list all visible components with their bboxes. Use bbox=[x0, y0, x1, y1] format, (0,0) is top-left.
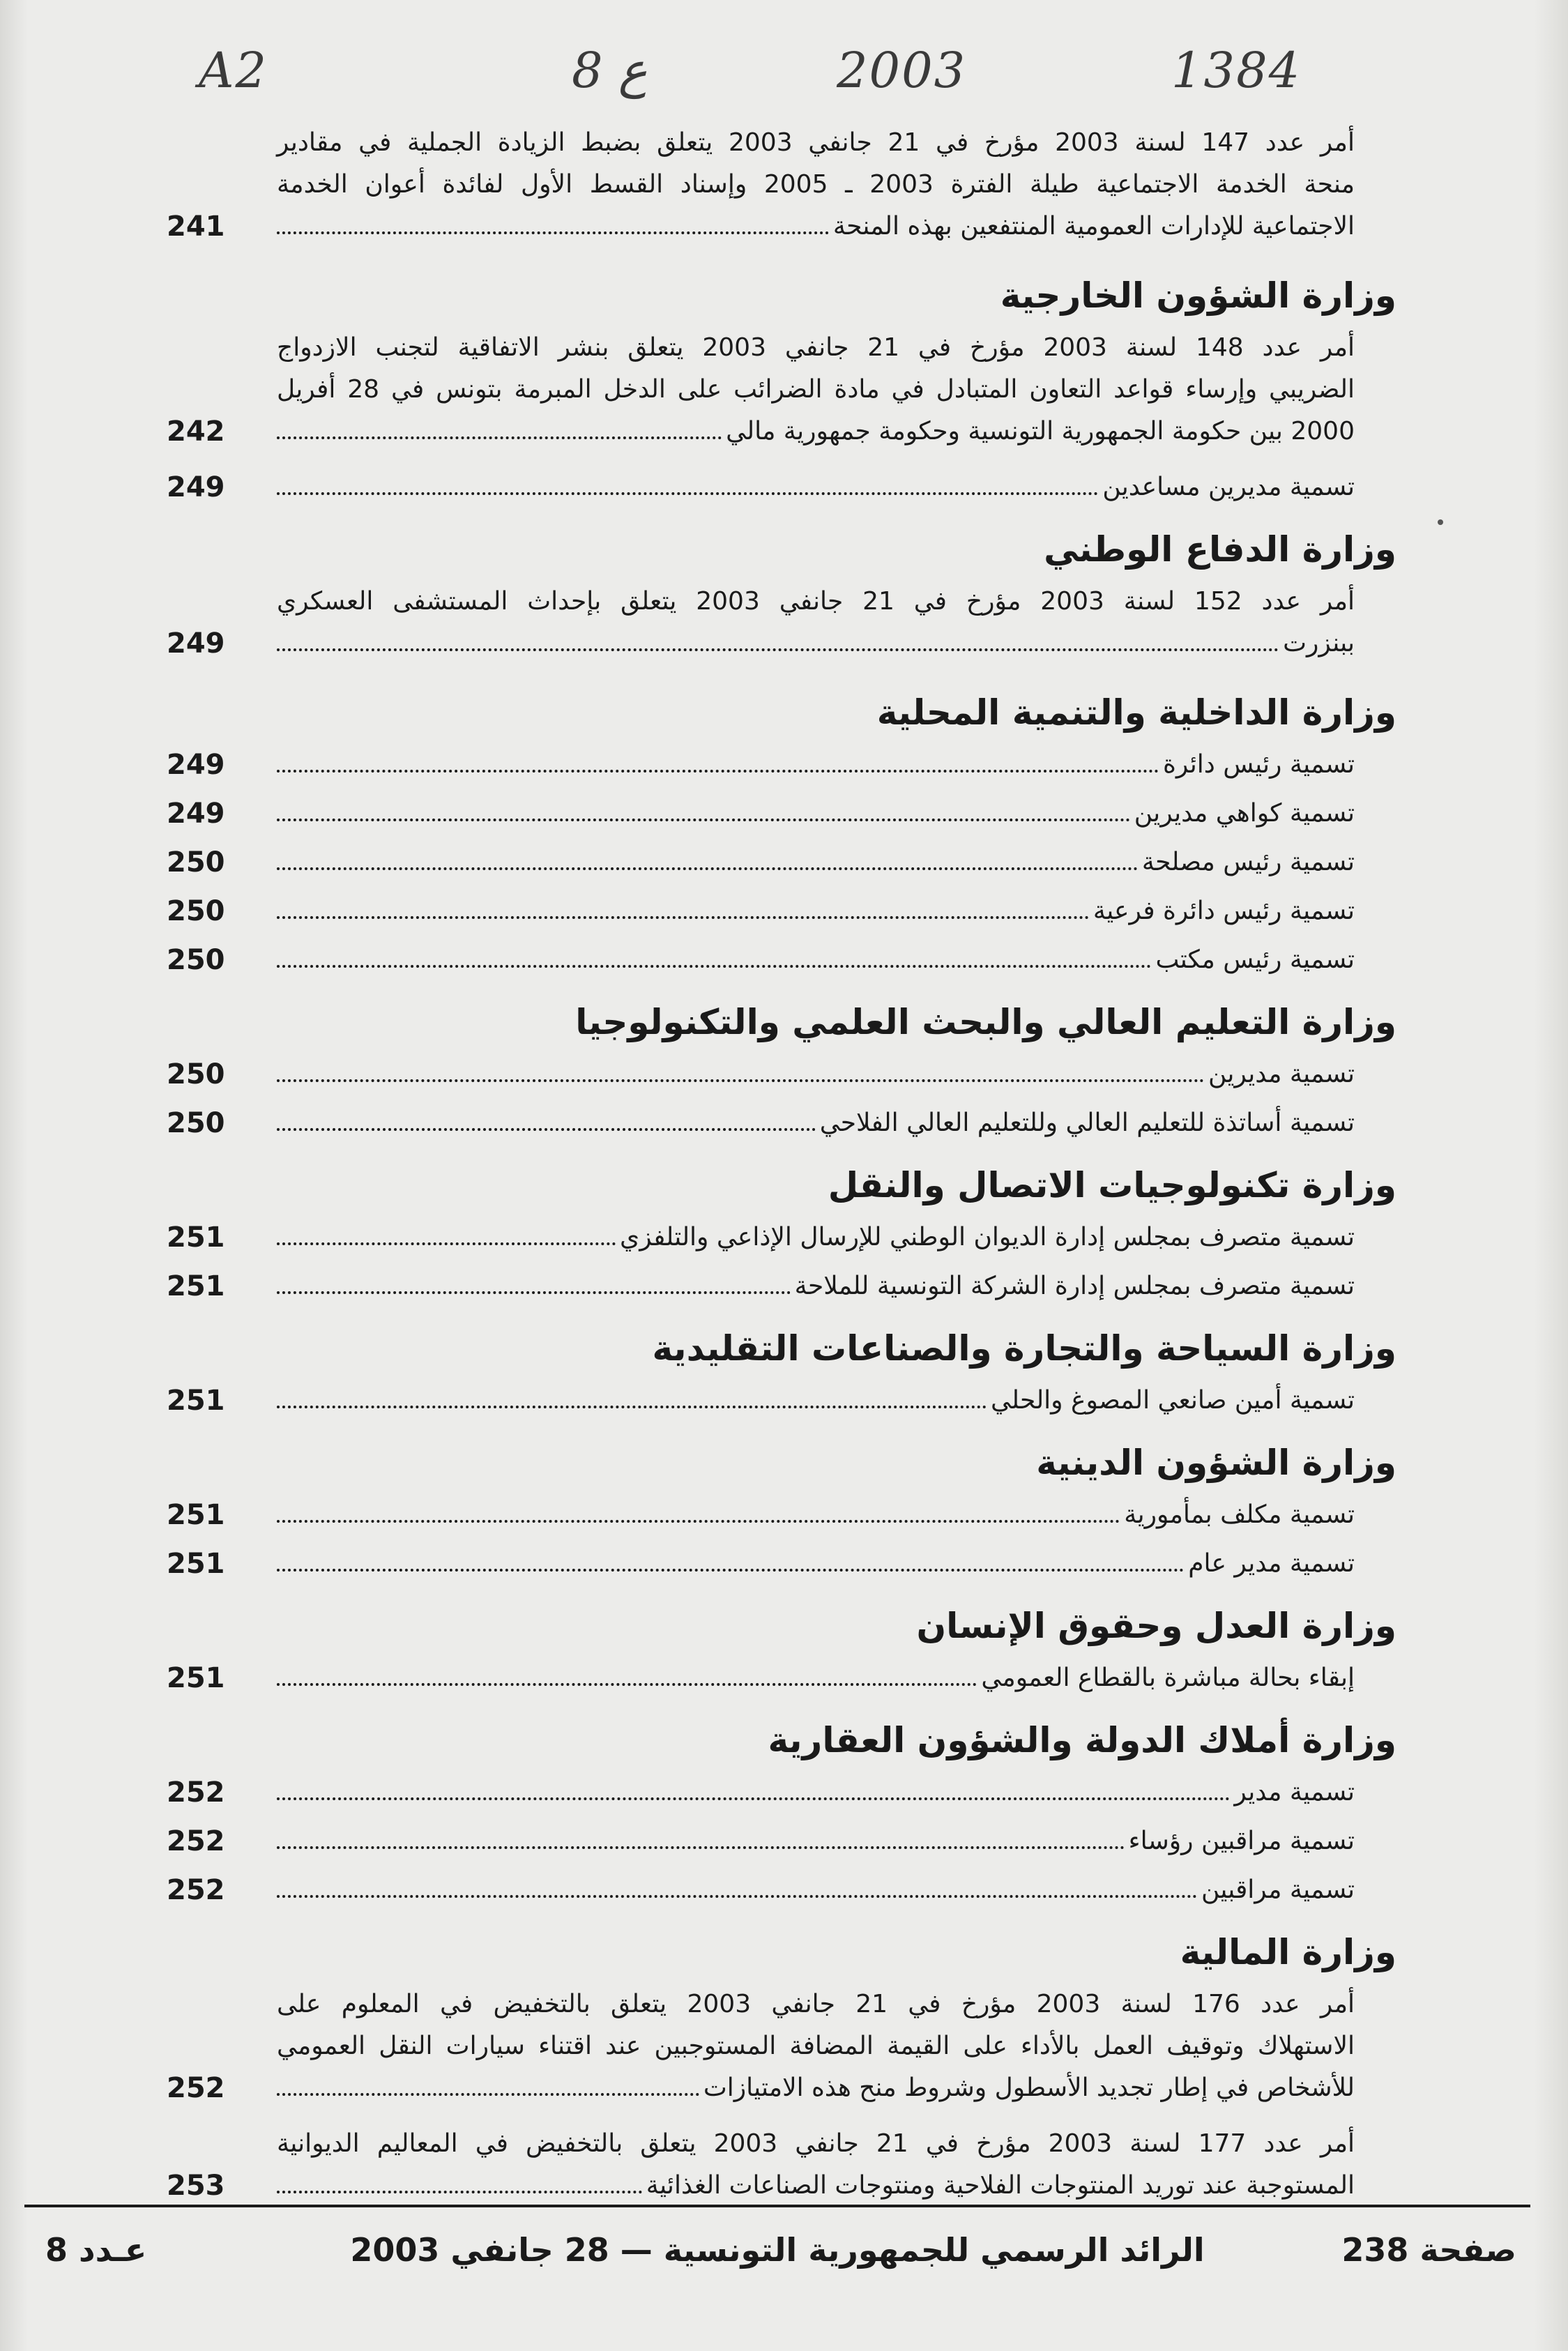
dot-leader bbox=[277, 1406, 987, 1408]
dot-leader bbox=[277, 492, 1098, 495]
toc-entry-text: تسمية كواهي مديرين bbox=[1134, 799, 1355, 828]
toc-page-number: 251 bbox=[167, 1662, 225, 1694]
toc-entry bbox=[167, 122, 1355, 248]
toc-entry-text: تسمية مدير عام bbox=[1188, 1549, 1355, 1578]
toc-entry-text: تسمية أساتذة للتعليم العالي وللتعليم العالي الفلاحي bbox=[819, 1109, 1355, 1137]
toc-page-number: 250 bbox=[167, 846, 225, 878]
section-heading: وزارة أملاك الدولة والشؤون العقارية bbox=[768, 1720, 1396, 1760]
dot-leader bbox=[277, 1079, 1204, 1082]
toc-page-number: 250 bbox=[167, 1107, 225, 1139]
dot-leader bbox=[277, 867, 1138, 870]
dot-leader bbox=[277, 1520, 1120, 1523]
toc-page-number: 250 bbox=[167, 1058, 225, 1090]
toc-entry-text: تسمية رئيس مكتب bbox=[1155, 945, 1355, 974]
toc-entry bbox=[167, 1657, 1355, 1699]
section-heading: وزارة المالية bbox=[1180, 1932, 1396, 1972]
toc-entry-text: تسمية متصرف بمجلس إدارة الشركة التونسية للملاحة bbox=[794, 1272, 1355, 1300]
toc-entry-text: الضريبي وإرساء قواعد التعاون المتبادل في مادة الضرائب على الدخل المبرمة بتونس في 28 أفريل bbox=[277, 375, 1355, 404]
dot-leader bbox=[277, 1895, 1197, 1898]
dot-leader bbox=[277, 1242, 616, 1245]
dot-leader bbox=[277, 819, 1130, 821]
toc-entry-text: تسمية متصرف بمجلس إدارة الديوان الوطني للإرسال الإذاعي والتلفزي bbox=[620, 1223, 1355, 1251]
toc-entry-text: تسمية مديرين مساعدين bbox=[1102, 473, 1355, 501]
dot-leader bbox=[277, 436, 722, 439]
toc-entry-text: أمر عدد 147 لسنة 2003 مؤرخ في 21 جانفي 2003 يتعلق بضبط الزيادة الجملية في مقادير bbox=[277, 128, 1355, 157]
section-heading: وزارة الشؤون الدينية bbox=[1036, 1443, 1396, 1483]
section-heading: وزارة العدل وحقوق الإنسان bbox=[916, 1606, 1396, 1646]
toc-entry-text: أمر عدد 148 لسنة 2003 مؤرخ في 21 جانفي 2003 يتعلق بنشر الاتفاقية لتجنب الازدواج bbox=[277, 333, 1355, 362]
toc-page-number: 251 bbox=[167, 1385, 225, 1417]
toc-page-number: 251 bbox=[167, 1548, 225, 1580]
toc-entry bbox=[167, 1984, 1355, 2109]
footer-page-number: صفحة 238 bbox=[1341, 2231, 1516, 2269]
toc-entry bbox=[167, 1820, 1355, 1862]
toc-entry bbox=[167, 1053, 1355, 1095]
dot-leader bbox=[277, 965, 1151, 968]
toc-entry-text: منحة الخدمة الاجتماعية طيلة الفترة 2003 ـ 2005 وإسناد القسط الأول لفائدة أعوان الخدمة bbox=[277, 170, 1355, 199]
toc-entry bbox=[167, 581, 1355, 664]
toc-entry bbox=[167, 327, 1355, 452]
toc-page-number: 251 bbox=[167, 1222, 225, 1254]
handwritten-note-year: 2003 bbox=[837, 42, 967, 99]
toc-entry-text: تسمية مديرين bbox=[1208, 1060, 1355, 1088]
toc-entry-text: الاجتماعية للإدارات العمومية المنتفعين بهذه المنحة bbox=[832, 212, 1355, 241]
toc-page-number: 250 bbox=[167, 944, 225, 976]
handwritten-note-middle: 8 ع bbox=[572, 42, 648, 99]
toc-entry bbox=[167, 2123, 1355, 2207]
toc-page-number: 252 bbox=[167, 1776, 225, 1809]
toc-entry-text: إبقاء بحالة مباشرة بالقطاع العمومي bbox=[981, 1664, 1355, 1692]
toc-entry-text: أمر عدد 177 لسنة 2003 مؤرخ في 21 جانفي 2003 يتعلق بالتخفيض في المعاليم الديوانية bbox=[277, 2129, 1355, 2158]
toc-page-number: 249 bbox=[167, 749, 225, 781]
dot-leader bbox=[277, 1128, 816, 1131]
toc-entry bbox=[167, 1869, 1355, 1911]
dot-leader bbox=[277, 770, 1159, 773]
toc-entry bbox=[167, 1380, 1355, 1422]
handwritten-note-right: 1384 bbox=[1171, 42, 1302, 99]
toc-entry bbox=[167, 1543, 1355, 1585]
toc-entry-text: تسمية مكلف بمأمورية bbox=[1124, 1500, 1355, 1529]
toc-page-number: 249 bbox=[167, 627, 225, 660]
toc-entry bbox=[167, 1102, 1355, 1144]
toc-entry bbox=[167, 1494, 1355, 1536]
toc-entry bbox=[167, 939, 1355, 981]
toc-entry bbox=[167, 890, 1355, 932]
toc-entry-text: أمر عدد 176 لسنة 2003 مؤرخ في 21 جانفي 2003 يتعلق بالتخفيض في المعلوم على bbox=[277, 1990, 1355, 2018]
dot-leader bbox=[277, 648, 1279, 651]
toc-page-number: 249 bbox=[167, 471, 225, 503]
toc-entry-text: تسمية أمين صانعي المصوغ والحلي bbox=[991, 1386, 1355, 1415]
toc-page-number: 252 bbox=[167, 1874, 225, 1906]
toc-entry bbox=[167, 1217, 1355, 1258]
dot-leader bbox=[277, 1797, 1230, 1800]
section-heading: وزارة السياحة والتجارة والصناعات التقليدية bbox=[652, 1328, 1396, 1369]
dot-leader bbox=[277, 2191, 642, 2193]
section-heading: وزارة الداخلية والتنمية المحلية bbox=[876, 692, 1396, 733]
toc-page-number: 241 bbox=[167, 211, 225, 243]
toc-page-number: 249 bbox=[167, 798, 225, 830]
footer-journal-title: الرائد الرسمي للجمهورية التونسية — 28 جانفي 2003 bbox=[350, 2231, 1205, 2269]
toc-entry-text: تسمية رئيس مصلحة bbox=[1141, 848, 1355, 876]
toc-entry-text: المستوجبة عند توريد المنتوجات الفلاحية ومنتوجات الصناعات الغذائية bbox=[646, 2171, 1355, 2200]
toc-entry-text: تسمية مدير bbox=[1234, 1778, 1355, 1806]
toc-entry bbox=[167, 793, 1355, 835]
dot-leader bbox=[277, 1569, 1184, 1572]
toc-page-number: 253 bbox=[167, 2170, 225, 2202]
toc-entry bbox=[167, 842, 1355, 883]
toc-entry-text: 2000 بين حكومة الجمهورية التونسية وحكومة جمهورية مالي bbox=[726, 417, 1355, 446]
handwritten-note-left: A2 bbox=[199, 42, 268, 99]
toc-page-number: 251 bbox=[167, 1499, 225, 1531]
toc-entry-text: الاستهلاك وتوقيف العمل بالأداء على القيمة المضافة المستوجبين عند اقتناء سيارات النقل العمومي bbox=[277, 2032, 1355, 2060]
toc-entry-text: تسمية مراقبين رؤساء bbox=[1128, 1827, 1355, 1855]
toc-entry-text: ببنزرت bbox=[1283, 629, 1355, 657]
page-footer bbox=[24, 2231, 1530, 2280]
table-of-contents bbox=[167, 122, 1396, 2221]
toc-page-number: 251 bbox=[167, 1270, 225, 1302]
toc-entry-text: أمر عدد 152 لسنة 2003 مؤرخ في 21 جانفي 2003 يتعلق بإحداث المستشفى العسكري bbox=[277, 587, 1355, 616]
footer-issue-number: عـدد 8 bbox=[45, 2231, 147, 2269]
toc-entry bbox=[167, 744, 1355, 786]
dot-leader bbox=[277, 2093, 699, 2096]
dot-leader bbox=[277, 1291, 791, 1294]
footer-rule bbox=[24, 2205, 1530, 2207]
toc-page-number: 242 bbox=[167, 416, 225, 448]
section-heading: وزارة الشؤون الخارجية bbox=[1000, 275, 1396, 316]
toc-entry-text: تسمية مراقبين bbox=[1201, 1876, 1355, 1904]
section-heading: وزارة الدفاع الوطني bbox=[1044, 529, 1396, 570]
dot-leader bbox=[277, 1683, 977, 1686]
toc-entry bbox=[167, 466, 1355, 508]
toc-entry-text: للأشخاص في إطار تجديد الأسطول وشروط منح هذه الامتيازات bbox=[703, 2074, 1355, 2102]
toc-entry-text: تسمية رئيس دائرة bbox=[1163, 750, 1355, 779]
section-heading: وزارة تكنولوجيات الاتصال والنقل bbox=[828, 1165, 1396, 1205]
toc-entry-text: تسمية رئيس دائرة فرعية bbox=[1093, 897, 1355, 925]
scan-speck bbox=[1438, 519, 1443, 525]
toc-entry bbox=[167, 1265, 1355, 1307]
toc-page-number: 250 bbox=[167, 895, 225, 927]
section-heading: وزارة التعليم العالي والبحث العلمي والتكنولوجيا bbox=[575, 1002, 1396, 1042]
toc-entry bbox=[167, 1772, 1355, 1813]
toc-page-number: 252 bbox=[167, 1825, 225, 1857]
toc-page-number: 252 bbox=[167, 2072, 225, 2104]
dot-leader bbox=[277, 916, 1089, 919]
dot-leader bbox=[277, 231, 829, 234]
dot-leader bbox=[277, 1846, 1125, 1849]
